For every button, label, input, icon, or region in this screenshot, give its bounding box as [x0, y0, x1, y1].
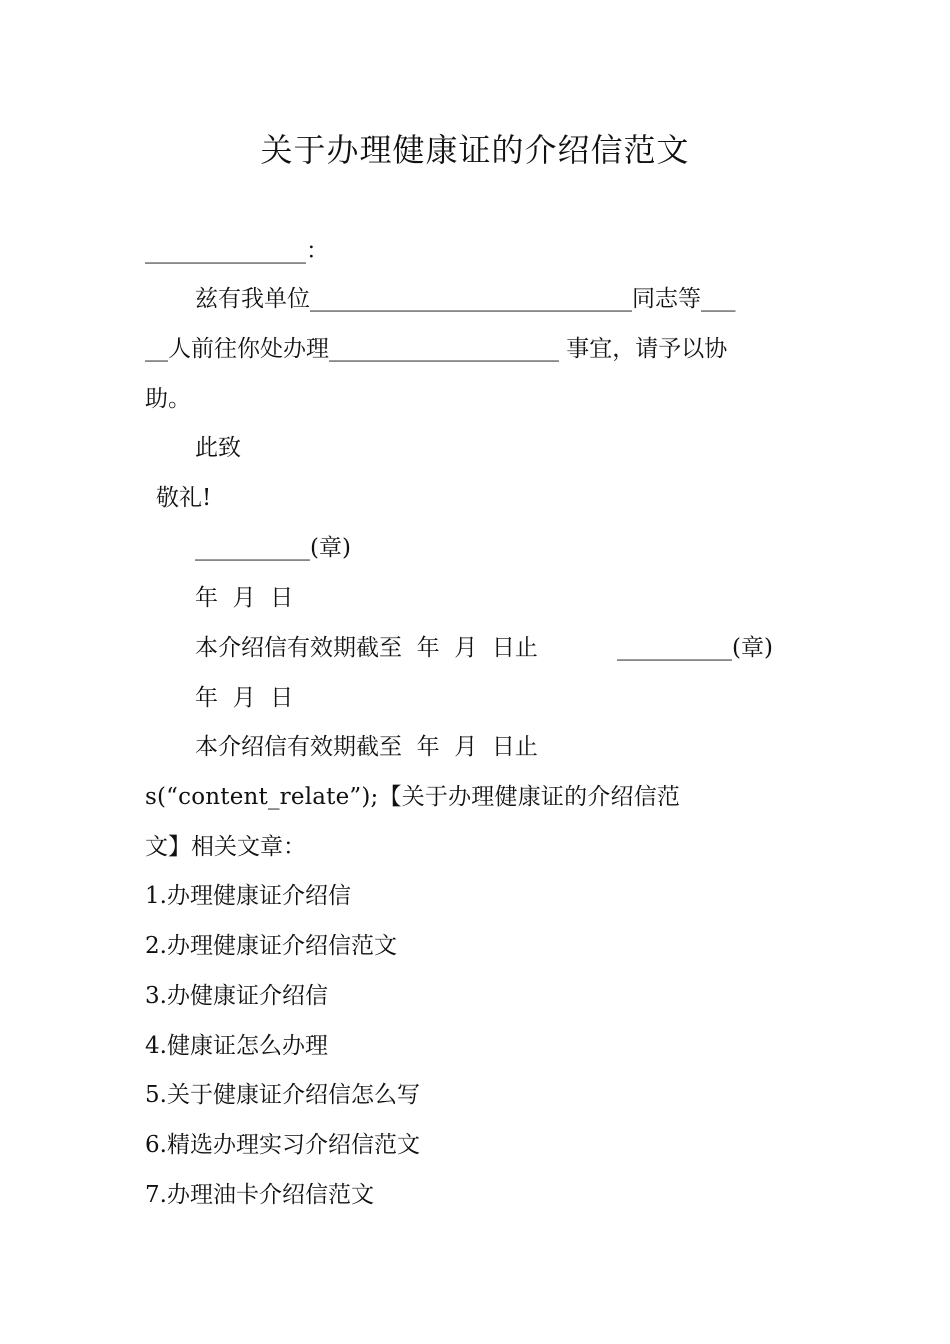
related-article-link[interactable]: 2.办理健康证介绍信范文 [145, 933, 397, 959]
document-title: 关于办理健康证的介绍信范文 [260, 131, 690, 169]
validity-line-2: 本介绍信有效期截至 年 月 日止 [195, 734, 538, 760]
closing-ci-zhi: 此致 [195, 435, 241, 461]
related-article-link[interactable]: 4.健康证怎么办理 [145, 1033, 328, 1059]
related-article-link[interactable]: 6.精选办理实习介绍信范文 [145, 1132, 420, 1158]
related-article-link[interactable]: 3.办健康证介绍信 [145, 983, 328, 1009]
date-line-1: 年 月 日 [195, 585, 294, 611]
stamp-line-2: __________(章) [617, 635, 773, 661]
body-line-3: 助。 [145, 386, 191, 412]
salutation-line: ______________： [145, 238, 329, 264]
validity-line-1: 本介绍信有效期截至 年 月 日止 [195, 635, 538, 661]
related-article-link[interactable]: 7.办理油卡介绍信范文 [145, 1182, 374, 1208]
related-article-link[interactable]: 5.关于健康证介绍信怎么写 [145, 1082, 420, 1108]
related-header-line-1: s(“content_relate”);【关于办理健康证的介绍信范 [145, 784, 681, 810]
related-article-link[interactable]: 1.办理健康证介绍信 [145, 883, 351, 909]
stamp-line-1: __________(章) [195, 535, 351, 561]
related-header-line-2: 文】相关文章： [145, 834, 306, 860]
body-line-1: 兹有我单位____________________________同志等___ [195, 286, 736, 312]
body-line-2: __人前往你处办理____________________ 事宜，请予以协 [145, 336, 728, 362]
date-line-2: 年 月 日 [195, 685, 294, 711]
closing-jing-li: 敬礼! [156, 485, 212, 511]
